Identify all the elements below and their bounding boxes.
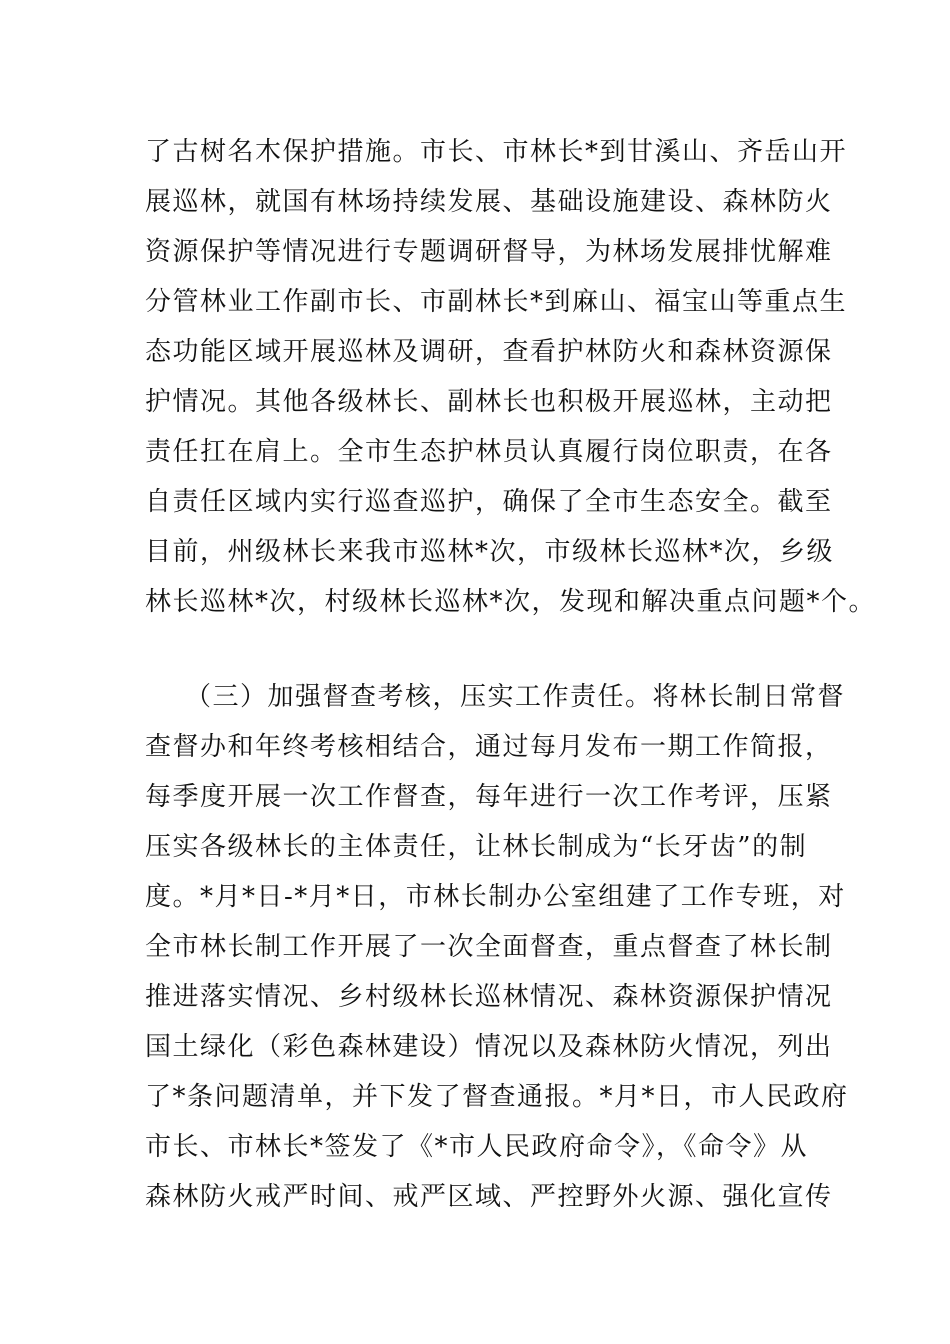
text-line: 态功能区域开展巡林及调研，查看护林防火和森林资源保 bbox=[145, 337, 833, 367]
text-line: 资源保护等情况进行专题调研督导，为林场发展排忧解难 bbox=[145, 237, 833, 267]
text-line: 分管林业工作副市长、市副林长*到麻山、福宝山等重点生 bbox=[145, 287, 848, 317]
text-line: 了古树名木保护措施。市长、市林长*到甘溪山、齐岳山开 bbox=[145, 137, 848, 167]
text-line: 林长巡林*次，村级林长巡林*次，发现和解决重点问题*个。 bbox=[145, 587, 877, 617]
text-line: 自责任区域内实行巡查巡护，确保了全市生态安全。截至 bbox=[145, 487, 833, 517]
text-line: 每季度开展一次工作督查，每年进行一次工作考评，压紧 bbox=[145, 782, 833, 812]
text-line: 责任扛在肩上。全市生态护林员认真履行岗位职责，在各 bbox=[145, 437, 833, 467]
text-line: 压实各级林长的主体责任，让林长制成为“长牙齿”的制 bbox=[145, 832, 808, 862]
text-line: 度。*月*日-*月*日，市林长制办公室组建了工作专班，对 bbox=[145, 882, 846, 912]
text-line: 市长、市林长*签发了《*市人民政府命令》，《命令》从 bbox=[145, 1132, 809, 1162]
text-line: 展巡林，就国有林场持续发展、基础设施建设、森林防火 bbox=[145, 187, 833, 217]
text-line: 推进落实情况、乡村级林长巡林情况、森林资源保护情况 bbox=[145, 982, 833, 1012]
text-line: 国土绿化（彩色森林建设）情况以及森林防火情况，列出 bbox=[145, 1032, 833, 1062]
text-line: 了*条问题清单，并下发了督查通报。*月*日，市人民政府 bbox=[145, 1082, 849, 1112]
text-line: 护情况。其他各级林长、副林长也积极开展巡林，主动把 bbox=[145, 387, 833, 417]
text-line: 森林防火戒严时间、戒严区域、严控野外火源、强化宣传 bbox=[145, 1182, 833, 1212]
text-line: 查督办和年终考核相结合，通过每月发布一期工作简报， bbox=[145, 732, 833, 762]
section-heading-line: （三）加强督查考核，压实工作责任。将林长制日常督 bbox=[185, 682, 846, 712]
text-line: 目前，州级林长来我市巡林*次，市级林长巡林*次，乡级 bbox=[145, 537, 835, 567]
text-line: 全市林长制工作开展了一次全面督查，重点督查了林长制 bbox=[145, 932, 833, 962]
